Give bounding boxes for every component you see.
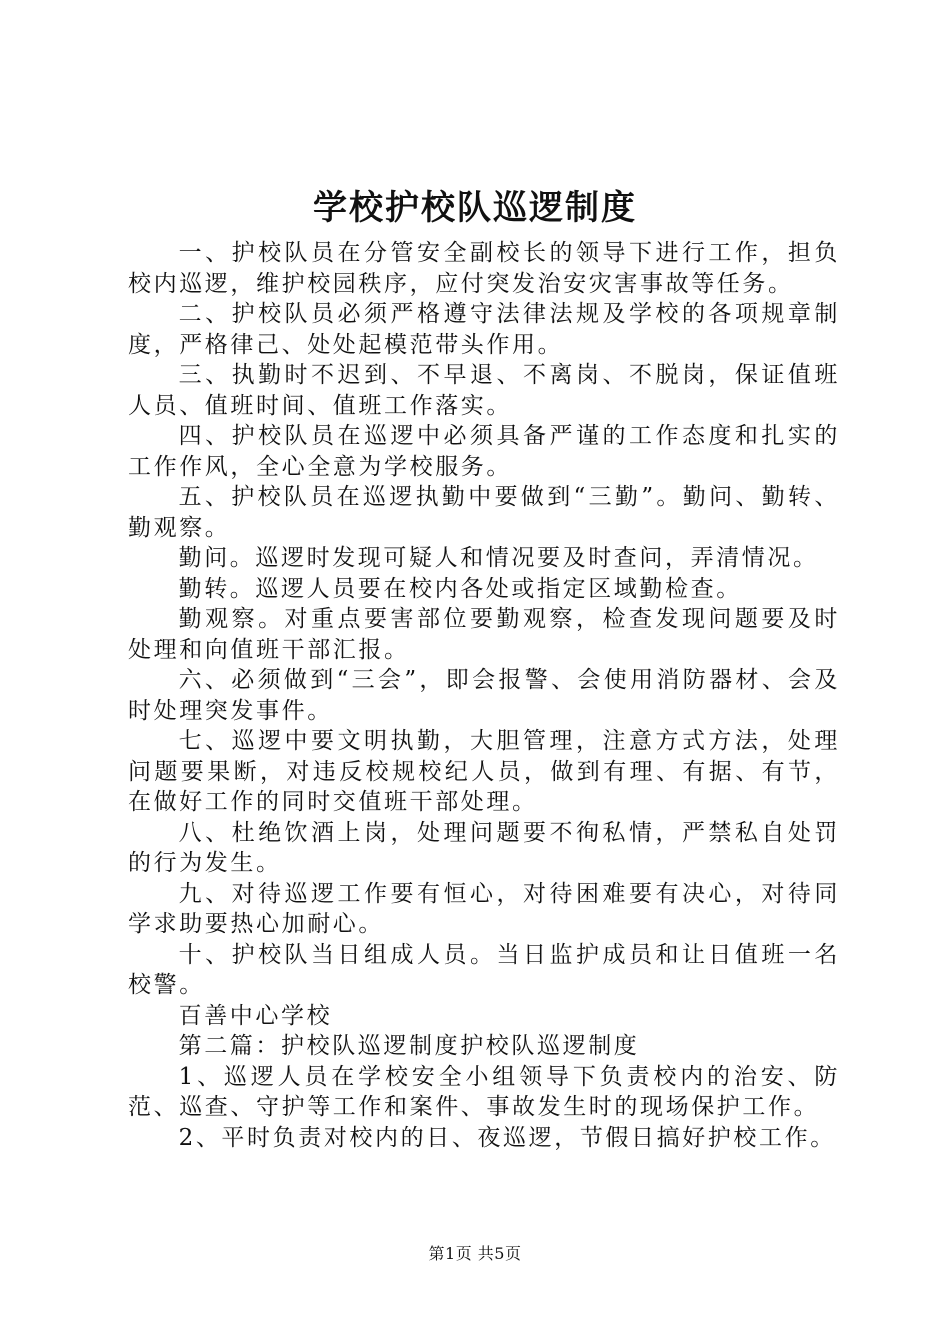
- section-heading: 第二篇：护校队巡逻制度护校队巡逻制度: [178, 1033, 640, 1059]
- paragraph: 四、护校队员在巡逻中必须具备严谨的工作态度和扎实的工作作风，全心全意为学校服务。: [128, 423, 840, 480]
- document-title: 学校护校队巡逻制度: [313, 188, 637, 228]
- paragraph: 2、平时负责对校内的日、夜巡逻，节假日搞好护校工作。: [178, 1124, 836, 1151]
- paragraph: 一、护校队员在分管安全副校长的领导下进行工作，担负校内巡逻，维护校园秩序，应付突发治安灾害事故等任务。: [128, 240, 840, 297]
- paragraph: 五、护校队员在巡逻执勤中要做到“三勤”。勤问、勤转、勤观察。: [128, 484, 840, 541]
- paragraph: 十、护校队当日组成人员。当日监护成员和让日值班一名校警。: [128, 941, 840, 998]
- paragraph: 1、巡逻人员在学校安全小组领导下负责校内的治安、防范、巡查、守护等工作和案件、事故发生时的现场保护工作。: [128, 1063, 840, 1120]
- document-body: [128, 238, 840, 1153]
- paragraph: 三、执勤时不迟到、不早退、不离岗、不脱岗，保证值班人员、值班时间、值班工作落实。: [128, 362, 840, 419]
- paragraph: 七、巡逻中要文明执勤，大胆管理，注意方式方法，处理问题要果断，对违反校规校纪人员，做到有理、有据、有节，在做好工作的同时交值班干部处理。: [128, 728, 840, 815]
- paragraph: 勤观察。对重点要害部位要勤观察，检查发现问题要及时处理和向值班干部汇报。: [128, 606, 840, 663]
- paragraph: 勤问。巡逻时发现可疑人和情况要及时查问，弄清情况。: [178, 545, 819, 571]
- paragraph: 二、护校队员必须严格遵守法律法规及学校的各项规章制度，严格律己、处处起模范带头作用。: [128, 301, 840, 358]
- paragraph: 勤转。巡逻人员要在校内各处或指定区域勤检查。: [178, 575, 742, 602]
- paragraph: 九、对待巡逻工作要有恒心，对待困难要有决心，对待同学求助要热心加耐心。: [128, 880, 840, 937]
- paragraph: 六、必须做到“三会”，即会报警、会使用消防器材、会及时处理突发事件。: [128, 667, 840, 724]
- signature-line: 百善中心学校: [178, 1002, 333, 1029]
- page-footer: 第1页 共5页: [428, 1244, 522, 1263]
- paragraph: 八、杜绝饮酒上岗，处理问题要不徇私情，严禁私自处罚的行为发生。: [128, 819, 840, 876]
